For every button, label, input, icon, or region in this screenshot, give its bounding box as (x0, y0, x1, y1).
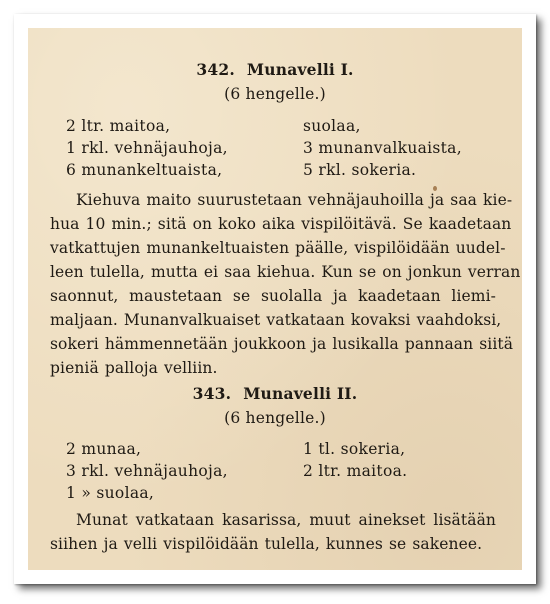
instruction-line: Munat vatkataan kasarissa, muut ainekset lisätään (76, 511, 496, 529)
ingredient-right: 2 ltr. maitoa. (303, 462, 408, 480)
instruction-line: pieniä palloja velliin. (50, 359, 218, 377)
ingredient-left: 2 munaa, (66, 440, 142, 458)
instruction-line: leen tulella, mutta ei saa kiehua. Kun se on jonkun verran (50, 263, 521, 281)
ingredient-left: 1 rkl. vehnäjauhoja, (66, 139, 228, 157)
ingredient-right: suolaa, (303, 117, 361, 135)
instruction-line: vatkattujen munankeltuaisten päälle, vispilöidään uudel- (50, 239, 506, 257)
recipe-title-343 (28, 384, 522, 403)
ingredient-left: 3 rkl. vehnäjauhoja, (66, 462, 228, 480)
paper-stain (433, 186, 437, 191)
ingredient-right: 1 tl. sokeria, (303, 440, 406, 458)
recipe-number: 342. (196, 60, 235, 79)
instruction-line: saonnut, maustetaan se suolalla ja kaadetaan liemi- (50, 287, 496, 305)
recipe-name: Munavelli I. (246, 60, 354, 79)
recipe-instructions (50, 188, 521, 380)
recipe-name: Munavelli II. (243, 384, 358, 403)
photo-frame (14, 14, 536, 584)
instruction-line: Kiehuva maito suurustetaan vehnäjauhoilla ja saa kie- (76, 191, 513, 209)
ingredient-right: 5 rkl. sokeria. (303, 161, 417, 179)
ingredient-left: 1 » suolaa, (66, 484, 155, 502)
instruction-line: hua 10 min.; sitä on koko aika vispilöitävä. Se kaadetaan (50, 215, 512, 233)
recipe-number: 343. (192, 384, 232, 403)
ingredient-left: 2 ltr. maitoa, (66, 117, 171, 135)
instruction-line: maljaan. Munanvalkuaiset vatkataan kovaksi vaahdoksi, (50, 311, 502, 329)
book-page (28, 28, 522, 570)
ingredient-right: 3 munanvalkuaista, (303, 139, 462, 157)
recipe-instructions (50, 508, 496, 556)
recipe-servings: (6 hengelle.) (224, 409, 326, 427)
instruction-line: sokeri hämmennetään joukkoon ja lusikalla pannaan siitä (50, 335, 514, 353)
instruction-line: siihen ja velli vispilöidään tulella, kunnes se sakenee. (50, 535, 483, 553)
recipe-title-342 (28, 60, 522, 79)
recipe-servings: (6 hengelle.) (224, 85, 326, 103)
ingredient-left: 6 munankeltuaista, (66, 161, 223, 179)
